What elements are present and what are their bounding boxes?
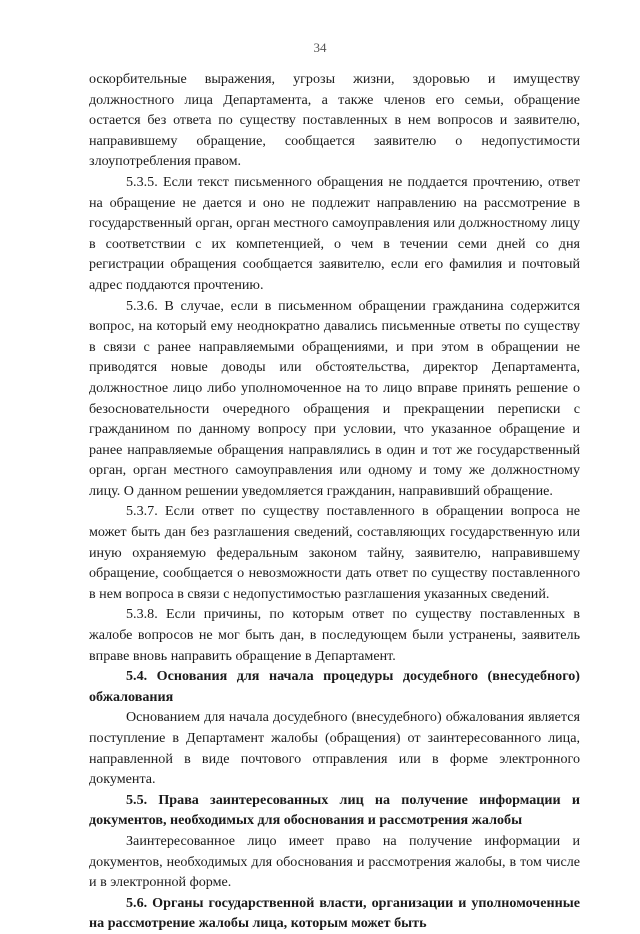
paragraph-5-3-6: 5.3.6. В случае, если в письменном обращении гражданина содержится вопрос, на который ему неоднократно давались письменные ответы по существу в связи с ранее направляемыми обращениями, и при этом в обращении не приводятся новые доводы или обстоятельства, директор Департамента, должностное лицо либо уполномоченное на то лицо вправе принять решение о безосновательности очередного обращения и прекращении переписки с гражданином по данному вопросу при условии, что указанное обращение и ранее направляемые обращения направлялись в один и тот же государственный орган, орган местного самоуправления или одному и тому же должностному лицу. О данном решении уведомляется гражданин, направивший обращение. — [89, 297, 580, 499]
document-body — [89, 69, 580, 934]
page-number: 34 — [313, 40, 327, 55]
paragraph-5-3-5: 5.3.5. Если текст письменного обращения не поддается прочтению, ответ на обращение не дается и оно не подлежит направлению на рассмотрение в государственный орган, орган местного самоуправления или должностному лицу в соответствии с их компетенцией, о чем в течении семи дней со дня регистрации обращения сообщается заявителю, если его фамилия и почтовый адрес поддаются прочтению. — [89, 173, 580, 293]
paragraph: Заинтересованное лицо имеет право на получение информации и документов, необходимых для обоснования и рассмотрения жалобы, в том числе и в электронной форме. — [89, 832, 580, 891]
section-heading-5-6: 5.6. Органы государственной власти, организации и уполномоченные на рассмотрение жалобы лица, которым может быть — [89, 894, 580, 932]
paragraph-5-3-7: 5.3.7. Если ответ по существу поставленного в обращении вопроса не может быть дан без разглашения сведений, составляющих государственную или иную охраняемую федеральным законом тайну, заявителю, направившему обращение, сообщается о невозможности дать ответ по существу поставленного в нем вопроса в связи с недопустимостью разглашения указанных сведений. — [89, 503, 580, 602]
paragraph: Основанием для начала досудебного (внесудебного) обжалования является поступление в Департамент жалобы (обращения) от заинтересованного лица, направленной в виде почтового отправления или в форме электронного документа. — [89, 709, 580, 788]
section-heading-5-4: 5.4. Основания для начала процедуры досудебного (внесудебного) обжалования — [89, 668, 580, 705]
section-heading-5-5: 5.5. Права заинтересованных лиц на получение информации и документов, необходимых для обоснования и рассмотрения жалобы — [89, 791, 580, 829]
paragraph-5-3-8: 5.3.8. Если причины, по которым ответ по существу поставленных в жалобе вопросов не мог быть дан, в последующем были устранены, заявитель вправе вновь направить обращение в Департамент. — [89, 606, 580, 664]
paragraph: оскорбительные выражения, угрозы жизни, здоровью и имуществу должностного лица Департамента, а также членов его семьи, обращение остается без ответа по существу поставленных в нем вопросов и заявителю, направившему обращение, сообщается заявителю о недопустимости злоупотребления правом. — [89, 71, 580, 170]
